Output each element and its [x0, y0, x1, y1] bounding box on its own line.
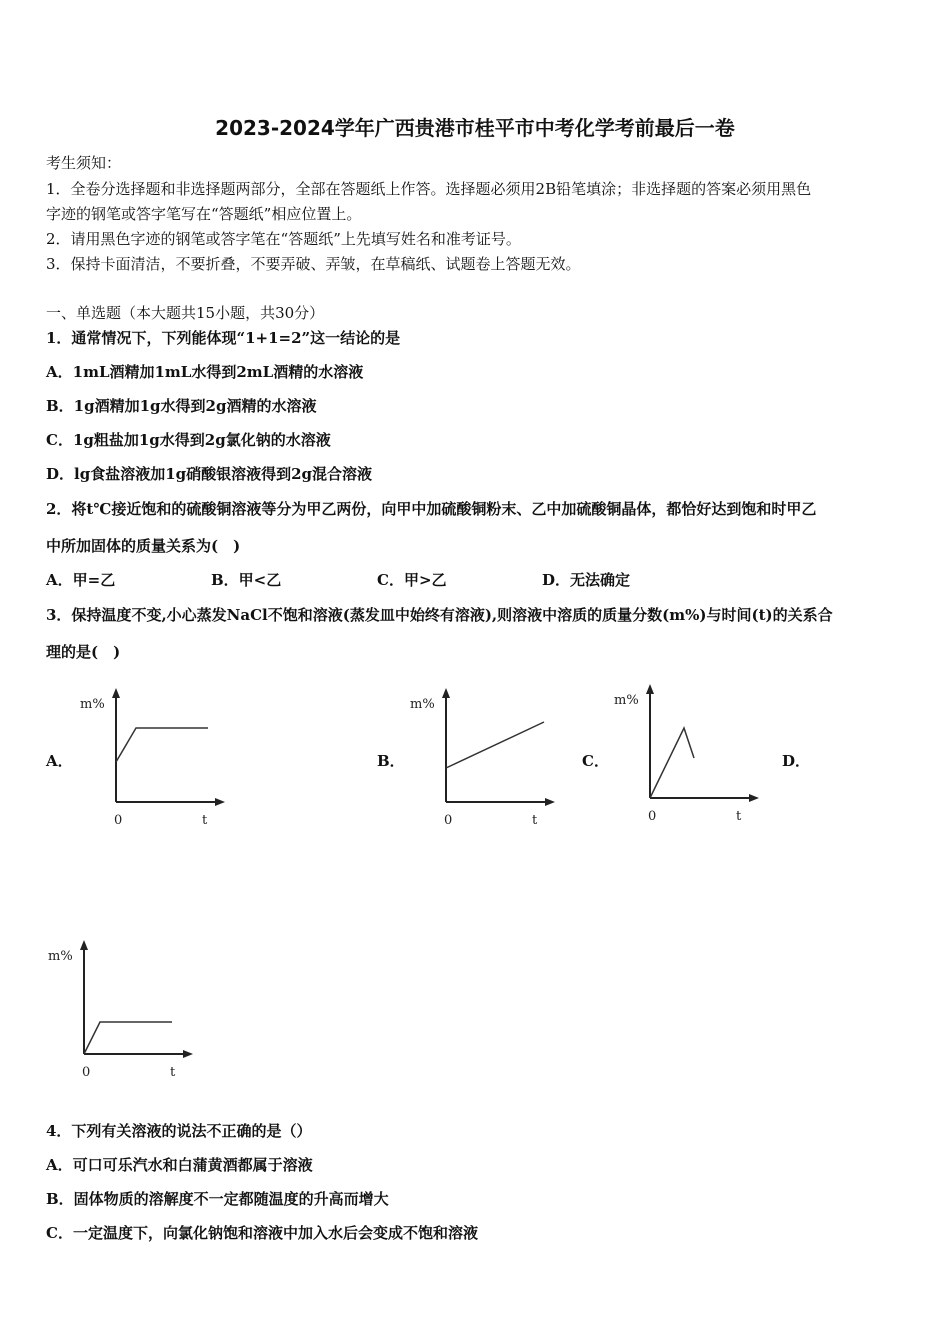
- curve: [650, 728, 694, 798]
- q4-option-a: A．可口可乐汽水和白蒲黄酒都属于溶液: [46, 1156, 313, 1174]
- question-2-stem-cont: 中所加固体的质量关系为( ): [46, 537, 241, 555]
- curve: [446, 722, 544, 768]
- q1-option-b: B．1g酒精加1g水得到2g酒精的水溶液: [46, 397, 317, 415]
- question-1-stem: 1．通常情况下，下列能体现“1+1=2”这一结论的是: [46, 329, 401, 347]
- q1-option-c: C．1g粗盐加1g水得到2g氯化钠的水溶液: [46, 431, 331, 449]
- q2-option-a: A．甲=乙: [46, 571, 116, 589]
- x-axis-arrow: [215, 798, 225, 806]
- y-axis-arrow: [112, 688, 120, 698]
- q3-option-a-label: A．: [46, 752, 73, 770]
- q3-option-b-label: B．: [377, 752, 405, 770]
- x-axis-label: t: [170, 1065, 176, 1080]
- q3-option-d-label: D．: [782, 752, 811, 770]
- graph-b: [400, 680, 570, 830]
- curve: [116, 728, 208, 762]
- origin-label: 0: [648, 809, 657, 824]
- notice-item: 3．保持卡面清洁，不要折叠，不要弄破、弄皱，在草稿纸、试题卷上答题无效。: [46, 255, 581, 273]
- graph-c: [604, 676, 774, 826]
- y-axis-label: m%: [410, 697, 435, 712]
- q4-option-c: C．一定温度下，向氯化钠饱和溶液中加入水后会变成不饱和溶液: [46, 1224, 478, 1242]
- graph-d: [38, 932, 208, 1082]
- q3-option-c-label: C．: [582, 752, 609, 770]
- x-axis-arrow: [183, 1050, 193, 1058]
- origin-label: 0: [82, 1065, 91, 1080]
- y-axis-arrow: [646, 684, 654, 694]
- y-axis-label: m%: [614, 693, 639, 708]
- q2-option-d: D．无法确定: [542, 571, 631, 589]
- q1-option-d: D．lg食盐溶液加1g硝酸银溶液得到2g混合溶液: [46, 465, 373, 483]
- notice-item: 2．请用黑色字迹的钢笔或答字笔在“答题纸”上先填写姓名和准考证号。: [46, 230, 521, 248]
- notice-heading: 考生须知：: [46, 154, 122, 172]
- x-axis-label: t: [736, 809, 742, 824]
- question-2-stem: 2．将t℃接近饱和的硫酸铜溶液等分为甲乙两份，向甲中加硫酸铜粉末、乙中加硫酸铜晶体，都恰好达到饱和时甲乙: [46, 500, 817, 518]
- graph-a: [70, 680, 240, 830]
- y-axis-arrow: [442, 688, 450, 698]
- x-axis-arrow: [749, 794, 759, 802]
- curve: [84, 1022, 172, 1054]
- x-axis-label: t: [532, 813, 538, 828]
- question-3-stem-cont: 理的是( ): [46, 643, 121, 661]
- q1-option-a: A．1mL酒精加1mL水得到2mL酒精的水溶液: [46, 363, 364, 381]
- q2-option-c: C．甲>乙: [377, 571, 447, 589]
- question-4-stem: 4．下列有关溶液的说法不正确的是（）: [46, 1122, 312, 1140]
- x-axis-arrow: [545, 798, 555, 806]
- origin-label: 0: [444, 813, 453, 828]
- x-axis-label: t: [202, 813, 208, 828]
- section-heading: 一、单选题（本大题共15小题，共30分）: [46, 304, 325, 322]
- origin-label: 0: [114, 813, 123, 828]
- notice-item: 字迹的钢笔或答字笔写在“答题纸”相应位置上。: [46, 205, 362, 223]
- y-axis-arrow: [80, 940, 88, 950]
- notice-item: 1．全卷分选择题和非选择题两部分，全部在答题纸上作答。选择题必须用2B铅笔填涂；非选择题的答案必须用黑色: [46, 180, 812, 198]
- q2-option-b: B．甲<乙: [211, 571, 282, 589]
- y-axis-label: m%: [48, 949, 73, 964]
- q4-option-b: B．固体物质的溶解度不一定都随温度的升高而增大: [46, 1190, 389, 1208]
- question-3-stem: 3．保持温度不变,小心蒸发NaCl不饱和溶液(蒸发皿中始终有溶液),则溶液中溶质的质量分数(m%)与时间(t)的关系合: [46, 606, 833, 624]
- y-axis-label: m%: [80, 697, 105, 712]
- page-title: 2023-2024学年广西贵港市桂平市中考化学考前最后一卷: [215, 116, 735, 140]
